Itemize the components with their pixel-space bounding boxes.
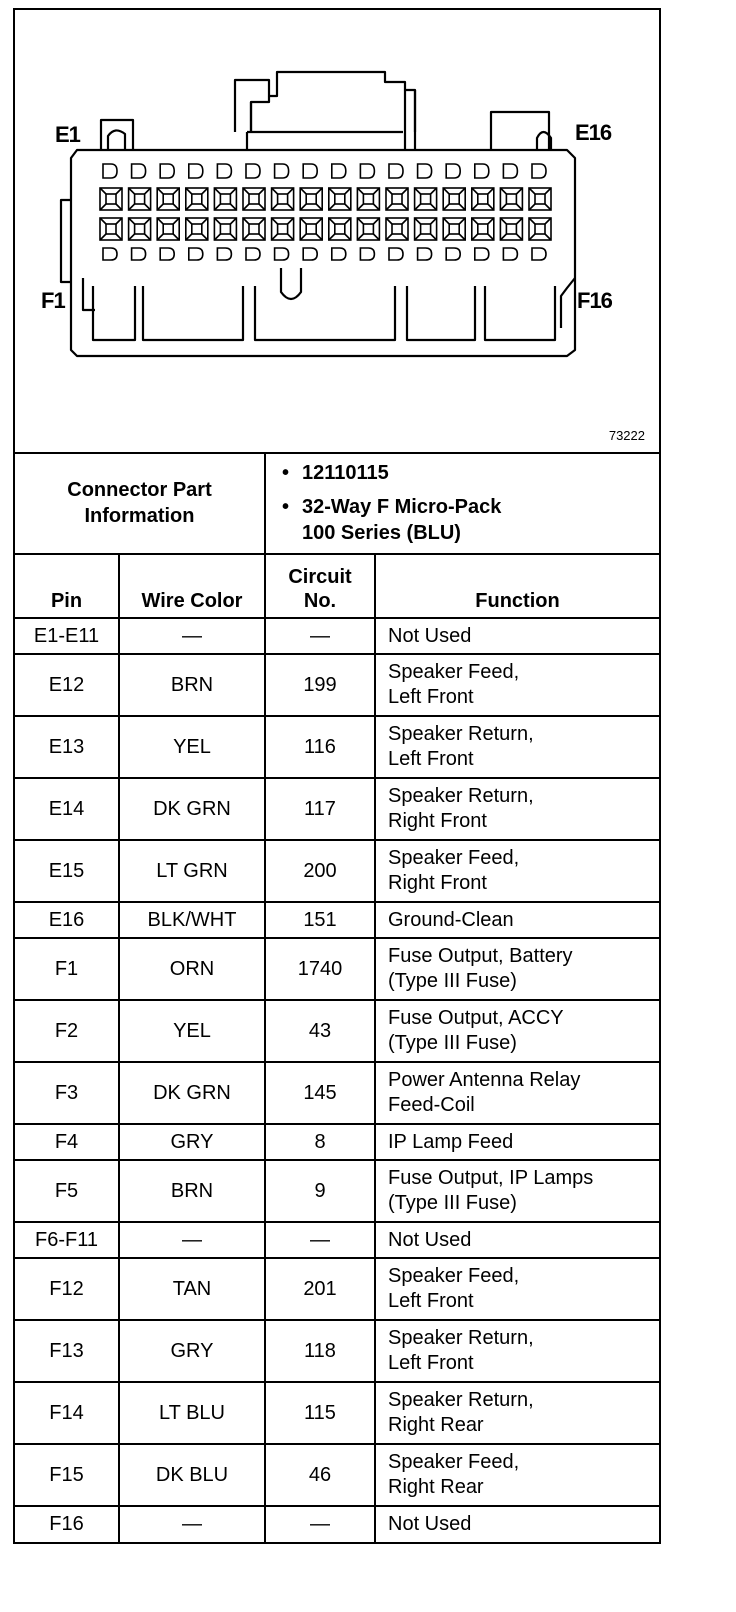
function-cell	[375, 716, 659, 778]
function-cell	[375, 1222, 659, 1258]
terminal-e-top	[332, 164, 346, 178]
terminal-f-bottom	[446, 248, 460, 260]
function-line: Fuse Output, ACCY	[388, 1007, 564, 1029]
wire-color-cell: BLK/WHT	[119, 902, 265, 938]
function-cell	[375, 1062, 659, 1124]
pin-cell: E15	[15, 840, 119, 902]
pin-cell: F6-F11	[15, 1222, 119, 1258]
function-cell	[375, 1124, 659, 1160]
pin-cell: F5	[15, 1160, 119, 1222]
table-row	[15, 654, 659, 716]
terminal-e-top	[303, 164, 317, 178]
table-row	[15, 1320, 659, 1382]
label-e16: E16	[575, 120, 612, 145]
wire-color-cell: DK GRN	[119, 1062, 265, 1124]
terminal-e-top	[103, 164, 117, 178]
function-line: Speaker Feed,	[388, 847, 520, 869]
circuit-cell: 43	[265, 1000, 375, 1062]
pin-cell: F13	[15, 1320, 119, 1382]
function-line: Feed-Coil	[388, 1094, 475, 1116]
wire-color-cell: DK GRN	[119, 778, 265, 840]
terminal-e-top	[503, 164, 517, 178]
function-cell	[375, 840, 659, 902]
connector-info-row	[15, 452, 659, 554]
wire-color-cell: —	[119, 1506, 265, 1542]
terminal-f-bottom	[217, 248, 231, 260]
table-row	[15, 1160, 659, 1222]
col-header-circuit-line-1: Circuit	[288, 566, 352, 588]
function-cell	[375, 902, 659, 938]
circuit-cell: 116	[265, 716, 375, 778]
function-line: Speaker Return,	[388, 723, 534, 745]
terminal-e-top	[446, 164, 460, 178]
document-frame	[13, 8, 661, 1544]
table-row	[15, 840, 659, 902]
pin-cell: F2	[15, 1000, 119, 1062]
wire-color-cell: LT BLU	[119, 1382, 265, 1444]
function-line: Left Front	[388, 1352, 474, 1374]
terminal-f-bottom	[275, 248, 289, 260]
wire-color-cell: LT GRN	[119, 840, 265, 902]
connector-face-drawing	[15, 10, 659, 452]
connector-diagram	[15, 10, 659, 454]
terminal-e-top	[217, 164, 231, 178]
terminal-f-bottom	[189, 248, 203, 260]
function-line: Not Used	[388, 1513, 472, 1535]
wire-color-cell: ORN	[119, 938, 265, 1000]
terminal-f-bottom	[332, 248, 346, 260]
circuit-cell: 118	[265, 1320, 375, 1382]
wire-color-cell: BRN	[119, 1160, 265, 1222]
connector-description-line-1: • 32-Way F Micro-Pack	[302, 494, 659, 520]
function-line: Ground-Clean	[388, 908, 514, 931]
function-line: Right Rear	[388, 1414, 484, 1436]
pin-cell: F14	[15, 1382, 119, 1444]
table-row	[15, 716, 659, 778]
pin-cell: F16	[15, 1506, 119, 1542]
function-line: IP Lamp Feed	[388, 1130, 514, 1153]
pin-cell: E1-E11	[15, 618, 119, 654]
circuit-cell: 1740	[265, 938, 375, 1000]
terminal-f-bottom	[132, 248, 146, 260]
table-row	[15, 778, 659, 840]
connector-heading-line-2: Information	[84, 504, 195, 527]
wire-color-cell: GRY	[119, 1320, 265, 1382]
function-cell	[375, 618, 659, 654]
function-cell	[375, 1320, 659, 1382]
pin-cell: F12	[15, 1258, 119, 1320]
circuit-cell: 200	[265, 840, 375, 902]
table-row	[15, 1382, 659, 1444]
table-row	[15, 1000, 659, 1062]
terminal-e-top	[389, 164, 403, 178]
function-line: (Type III Fuse)	[388, 1032, 517, 1054]
function-line: Speaker Feed,	[388, 1265, 520, 1287]
table-row	[15, 1124, 659, 1160]
connector-heading-line-1: Connector Part	[67, 478, 212, 501]
terminal-e-top	[160, 164, 174, 178]
circuit-cell: 151	[265, 902, 375, 938]
pin-cell: F4	[15, 1124, 119, 1160]
pin-cell: E14	[15, 778, 119, 840]
pin-cell: F3	[15, 1062, 119, 1124]
connector-info-heading	[15, 452, 265, 554]
terminal-e-top	[189, 164, 203, 178]
terminal-e-top	[132, 164, 146, 178]
table-row	[15, 1444, 659, 1506]
function-line: Not Used	[388, 624, 472, 647]
circuit-cell: 201	[265, 1258, 375, 1320]
table-row	[15, 938, 659, 1000]
table-row	[15, 902, 659, 938]
circuit-cell: 46	[265, 1444, 375, 1506]
terminal-e-top	[360, 164, 374, 178]
terminal-e-top	[475, 164, 489, 178]
function-line: Speaker Feed,	[388, 661, 520, 683]
function-line: (Type III Fuse)	[388, 1192, 517, 1214]
function-line: Speaker Return,	[388, 1389, 534, 1411]
function-line: Left Front	[388, 1290, 474, 1312]
label-f16: F16	[577, 288, 612, 313]
wire-color-cell: BRN	[119, 654, 265, 716]
terminal-f-bottom	[475, 248, 489, 260]
col-header-circuit-line-2: No.	[303, 590, 337, 612]
table-row	[15, 618, 659, 654]
terminal-e-top	[275, 164, 289, 178]
table-row	[15, 1062, 659, 1124]
pin-cell: E16	[15, 902, 119, 938]
terminal-e-top	[532, 164, 546, 178]
function-cell	[375, 938, 659, 1000]
table-row	[15, 1258, 659, 1320]
pin-cell: E12	[15, 654, 119, 716]
terminal-e-top	[418, 164, 432, 178]
function-line: Speaker Feed,	[388, 1451, 520, 1473]
connector-description-line-2: 100 Series (BLU)	[302, 521, 461, 544]
circuit-cell: —	[265, 1506, 375, 1542]
terminal-f-bottom	[246, 248, 260, 260]
function-cell	[375, 1382, 659, 1444]
function-line: Power Antenna Relay	[388, 1069, 581, 1091]
circuit-cell: 8	[265, 1124, 375, 1160]
column-header-row	[15, 554, 659, 618]
terminal-f-bottom	[418, 248, 432, 260]
function-cell	[375, 1258, 659, 1320]
terminal-f-bottom	[360, 248, 374, 260]
function-line: Left Front	[388, 686, 474, 708]
function-line: Right Rear	[388, 1476, 484, 1498]
circuit-cell: 199	[265, 654, 375, 716]
col-header-function: Function	[375, 554, 659, 618]
function-cell	[375, 1506, 659, 1542]
function-cell	[375, 1444, 659, 1506]
label-e1: E1	[55, 122, 80, 147]
terminal-f-bottom	[160, 248, 174, 260]
wire-color-cell: GRY	[119, 1124, 265, 1160]
figure-number: 73222	[608, 428, 645, 443]
function-line: Left Front	[388, 748, 474, 770]
pin-cell: E13	[15, 716, 119, 778]
col-header-wire-color: Wire Color	[119, 554, 265, 618]
function-line: (Type III Fuse)	[388, 970, 517, 992]
function-line: Speaker Return,	[388, 1327, 534, 1349]
pinout-rows	[15, 618, 659, 1542]
circuit-cell: 145	[265, 1062, 375, 1124]
table-row	[15, 1222, 659, 1258]
wire-color-cell: TAN	[119, 1258, 265, 1320]
circuit-cell: —	[265, 1222, 375, 1258]
function-cell	[375, 1000, 659, 1062]
col-header-pin: Pin	[15, 554, 119, 618]
connector-part-number: • 12110115	[302, 460, 659, 486]
circuit-cell: 115	[265, 1382, 375, 1444]
terminal-f-bottom	[303, 248, 317, 260]
function-cell	[375, 654, 659, 716]
wire-color-cell: YEL	[119, 1000, 265, 1062]
function-line: Fuse Output, IP Lamps	[388, 1167, 594, 1189]
table-row	[15, 1506, 659, 1542]
col-header-circuit	[265, 554, 375, 618]
wire-color-cell: DK BLU	[119, 1444, 265, 1506]
terminal-f-bottom	[503, 248, 517, 260]
function-cell	[375, 778, 659, 840]
connector-info-details	[265, 452, 659, 554]
terminal-e-top	[246, 164, 260, 178]
circuit-cell: 117	[265, 778, 375, 840]
function-line: Right Front	[388, 872, 487, 894]
terminal-f-bottom	[103, 248, 117, 260]
wire-color-cell: YEL	[119, 716, 265, 778]
circuit-cell: 9	[265, 1160, 375, 1222]
function-line: Fuse Output, Battery	[388, 945, 573, 967]
wire-color-cell: —	[119, 618, 265, 654]
pin-cell: F1	[15, 938, 119, 1000]
pinout-table	[15, 452, 659, 1542]
function-line: Not Used	[388, 1228, 472, 1251]
function-line: Speaker Return,	[388, 785, 534, 807]
function-line: Right Front	[388, 810, 487, 832]
wire-color-cell: —	[119, 1222, 265, 1258]
terminal-f-bottom	[389, 248, 403, 260]
pin-cell: F15	[15, 1444, 119, 1506]
label-f1: F1	[41, 288, 65, 313]
circuit-cell: —	[265, 618, 375, 654]
function-cell	[375, 1160, 659, 1222]
terminal-f-bottom	[532, 248, 546, 260]
